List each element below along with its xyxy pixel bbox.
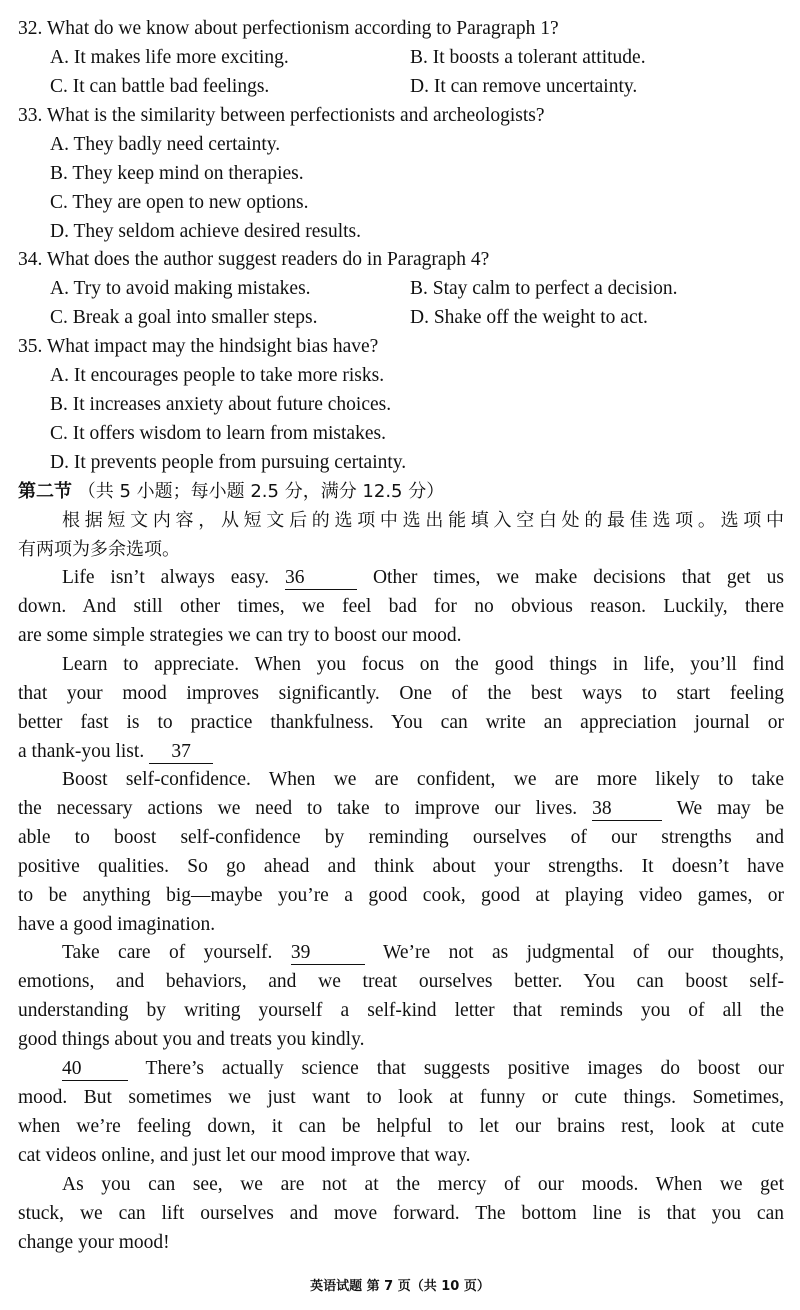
passage-line: Life isn’t always easy. 36 Other times, we make decisions that get us xyxy=(62,567,785,588)
passage-line: emotions, and behaviors, and we treat ourselves better. You can boost self- xyxy=(18,971,784,992)
answer-blank: 39 xyxy=(291,942,365,965)
passage-line: good things about you and treats you kindly. xyxy=(18,1029,365,1050)
question-stem: 34. What does the author suggest readers do in Paragraph 4? xyxy=(18,249,490,270)
answer-blank: 38 xyxy=(592,798,662,821)
section-header xyxy=(18,477,444,506)
passage-line: are some simple strategies we can try to boost our mood. xyxy=(18,625,462,646)
passage-line: down. And still other times, we feel bad for no obvious reason. Luckily, there xyxy=(18,596,784,617)
question-stem: 33. What is the similarity between perfectionists and archeologists? xyxy=(18,105,545,126)
passage-line: when we’re feeling down, it can be helpful to let our brains rest, look at cute xyxy=(18,1116,784,1137)
passage-line: Boost self-confidence. When we are confident, we are more likely to take xyxy=(62,769,784,790)
question-stem: 35. What impact may the hindsight bias have? xyxy=(18,336,379,357)
section-title: 第二节 xyxy=(18,481,72,502)
passage-line: better fast is to practice thankfulness. You can write an appreciation journal or xyxy=(18,712,784,733)
option: D. They seldom achieve desired results. xyxy=(50,221,362,242)
passage-line: able to boost self-confidence by reminding ourselves of our strengths and xyxy=(18,827,784,848)
passage-line: to be anything big—maybe you’re a good cook, good at playing video games, or xyxy=(18,885,784,906)
option: A. It makes life more exciting. xyxy=(50,47,289,68)
passage-line: Learn to appreciate. When you focus on the good things in life, you’ll find xyxy=(62,654,784,675)
passage-line: the necessary actions we need to take to improve our lives. 38 We may be xyxy=(18,798,785,819)
option: C. They are open to new options. xyxy=(50,192,309,213)
section-instruction: 有两项为多余选项。 xyxy=(18,539,180,560)
question-stem: 32. What do we know about perfectionism according to Paragraph 1? xyxy=(18,18,559,39)
option: D. It prevents people from pursuing certainty. xyxy=(50,452,407,473)
option: C. It offers wisdom to learn from mistakes. xyxy=(50,423,386,444)
section-info: （共 5 小题；每小题 2.5 分，满分 12.5 分） xyxy=(77,481,445,502)
passage-line: 40 There’s actually science that suggests positive images do boost our xyxy=(62,1058,784,1079)
passage-line: a thank-you list. 37 xyxy=(18,737,213,766)
passage-line: understanding by writing yourself a self-kind letter that reminds you of all the xyxy=(18,1000,784,1021)
option: B. It boosts a tolerant attitude. xyxy=(410,47,646,68)
passage-line: stuck, we can lift ourselves and move forward. The bottom line is that you can xyxy=(18,1203,784,1224)
passage-line: that your mood improves significantly. One of the best ways to start feeling xyxy=(18,683,784,704)
passage-line: change your mood! xyxy=(18,1232,170,1253)
page-footer: 英语试题 第 7 页（共 10 页） xyxy=(310,1279,490,1294)
passage-line: cat videos online, and just let our mood improve that way. xyxy=(18,1145,471,1166)
option: B. It increases anxiety about future choices. xyxy=(50,394,392,415)
answer-blank: 36 xyxy=(285,567,357,590)
passage-line: Take care of yourself. 39 We’re not as judgmental of our thoughts, xyxy=(62,942,785,963)
passage-line: mood. But sometimes we just want to look at funny or cute things. Sometimes, xyxy=(18,1087,784,1108)
passage-line: positive qualities. So go ahead and think about your strengths. It doesn’t have xyxy=(18,856,784,877)
answer-blank: 40 xyxy=(62,1058,128,1081)
answer-blank: 37 xyxy=(149,741,213,764)
option: B. Stay calm to perfect a decision. xyxy=(410,278,678,299)
passage-line: As you can see, we are not at the mercy of our moods. When we get xyxy=(62,1174,784,1195)
option: A. It encourages people to take more risks. xyxy=(50,365,385,386)
option: A. Try to avoid making mistakes. xyxy=(50,278,311,299)
option: D. It can remove uncertainty. xyxy=(410,76,638,97)
option: D. Shake off the weight to act. xyxy=(410,307,648,328)
passage-line: have a good imagination. xyxy=(18,914,216,935)
option: C. It can battle bad feelings. xyxy=(50,76,270,97)
option: B. They keep mind on therapies. xyxy=(50,163,304,184)
option: A. They badly need certainty. xyxy=(50,134,281,155)
option: C. Break a goal into smaller steps. xyxy=(50,307,318,328)
section-instruction: 根据短文内容，从短文后的选项中选出能填入空白处的最佳选项。选项中 xyxy=(62,510,784,531)
